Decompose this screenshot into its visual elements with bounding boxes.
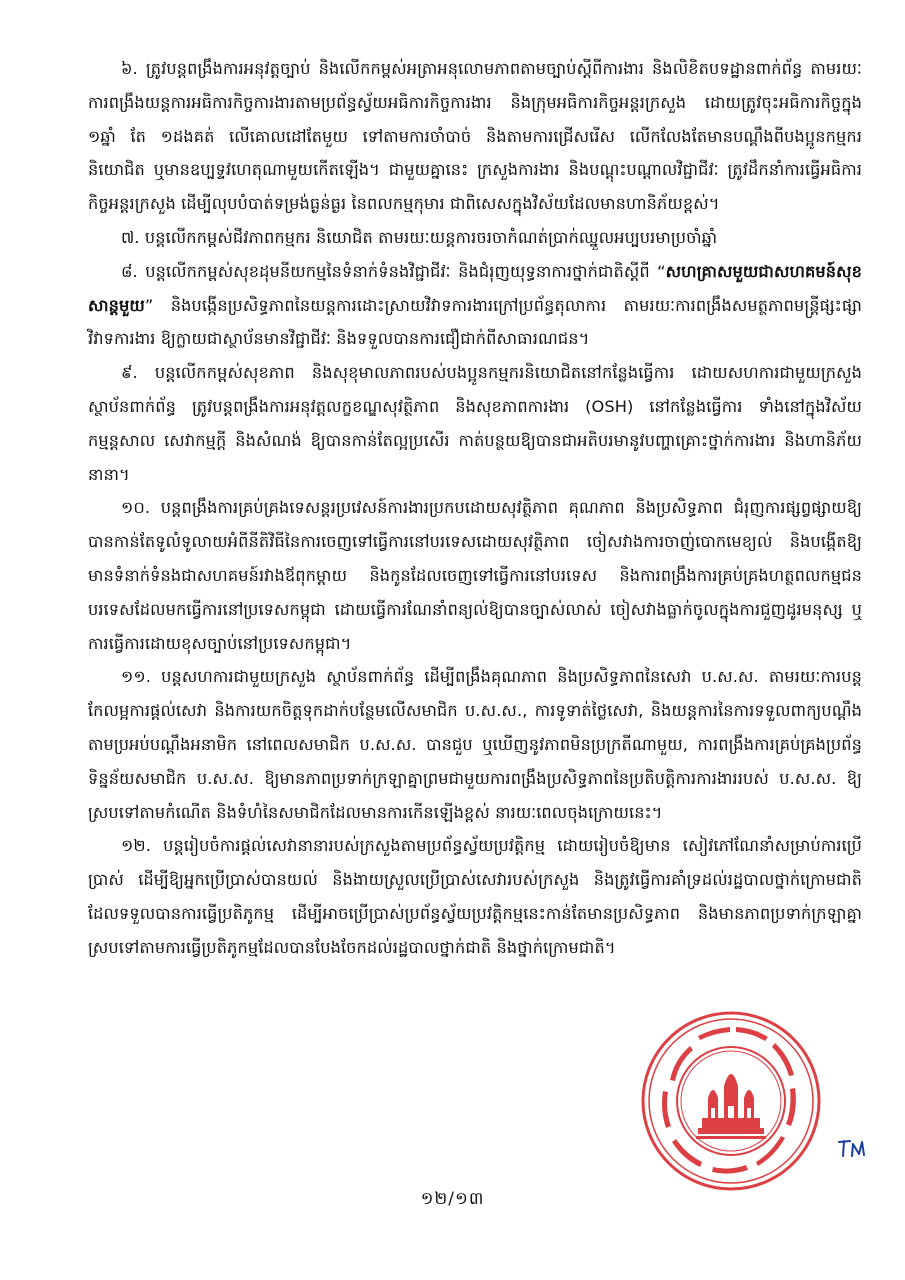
- paragraph-text: ៨. បន្តលើកកម្ពស់សុខដុមនីយកម្មនៃទំនាក់ទំនងវិជ្ជាជីវៈ និងជំរុញយុទ្ធនាការថ្នាក់ជាតិស្ដីពី “: [121, 261, 666, 281]
- paragraph-text: ៧. បន្តលើកកម្ពស់ជីវភាពកម្មករ និយោជិត តាមរយៈយន្តការចរចាកំណត់ប្រាក់ឈ្នួលអប្បបរមាប្រចាំឆ្នាំ: [121, 227, 718, 247]
- paragraph-text: ១០. បន្តពង្រឹងការគ្រប់គ្រងទេសន្តរប្រវេសន៍ការងារប្រកបដោយសុវត្ថិភាព គុណភាព និងប្រសិទ្ធភាព ជំរុញការផ្សព្វផ្សាយឱ្យបានកាន់តែទូលំទូលាយអំពីនីតិវិធីនៃការចេញទៅធ្វើការនៅបរទេសដោយសុវត្ថិភាព ចៀសវាងការចាញ់បោកមេខ្យល់ និងបង្កើតឱ្យមានទំនាក់ទំនងជាសហគមន៍រវាងឪពុកម្ដាយ និងកូនដែលចេញទៅធ្វើការនៅបរទេស និងការពង្រឹងការគ្រប់គ្រងហត្ថពលកម្មជនបរទេសដែលមកធ្វើការនៅប្រទេសកម្ពុជា ដោយធ្វើការណែនាំពន្យល់ឱ្យបានច្បាស់លាស់ ចៀសវាងធ្លាក់ចូលក្នុងការជួញដូរមនុស្ស ឬការធ្វើការដោយខុសច្បាប់នៅប្រទេសកម្ពុជា។: [88, 498, 862, 653]
- angkor-temple-seal-icon: [640, 1010, 822, 1192]
- document-body: [88, 52, 862, 965]
- paragraph-item-10: [88, 491, 862, 660]
- paragraph-item-8: [88, 255, 862, 356]
- paragraph-item-9: [88, 356, 862, 491]
- paragraph-text: ១២. បន្តរៀបចំការផ្ដល់សេវានានារបស់ក្រសួងតាមប្រព័ន្ធស្វ័យប្រវត្តិកម្ម ដោយរៀបចំឱ្យមាន សៀវភៅណែនាំសម្រាប់ការប្រើប្រាស់ ដើម្បីឱ្យអ្នកប្រើប្រាស់បានយល់ និងងាយស្រួលប្រើប្រាស់សេវារបស់ក្រសួង និងត្រូវធ្វើការគាំទ្រដល់រដ្ឋបាលថ្នាក់ក្រោមជាតិ ដែលទទួលបានការធ្វើប្រតិភូកម្ម ដើម្បីអាចប្រើប្រាស់ប្រព័ន្ធស្វ័យប្រវត្តិកម្មនេះកាន់តែមានប្រសិទ្ធភាព និងមានភាពប្រទាក់ក្រឡាគ្នាស្របទៅតាមការធ្វើប្រតិភូកម្មដែលបានបែងចែកដល់រដ្ឋបាលថ្នាក់ជាតិ និងថ្នាក់ក្រោមជាតិ។: [88, 836, 862, 957]
- paragraph-item-7: [88, 221, 862, 255]
- paragraph-item-12: [88, 829, 862, 964]
- paragraph-text: ៦. ត្រូវបន្តពង្រឹងការអនុវត្តច្បាប់ និងលើកកម្ពស់អត្រាអនុលោមភាពតាមច្បាប់ស្ដីពីការងារ និងលិខិតបទដ្ឋានពាក់ព័ន្ធ តាមរយៈការពង្រឹងយន្តការអធិការកិច្ចការងារតាមប្រព័ន្ធស្វ័យអធិការកិច្ចការងារ និងក្រុមអធិការកិច្ចអន្តរក្រសួង ដោយត្រូវចុះអធិការកិច្ចក្នុង ១ឆ្នាំ តែ ១ដងគត់ លើគោលដៅតែមួយ ទៅតាមការចាំបាច់ និងតាមការជ្រើសរើស លើកលែងតែមានបណ្ដឹងពីបងប្អូនកម្មករនិយោជិត ឬមានឧប្បទ្ទវហេតុណាមួយកើតឡើង។ ជាមួយគ្នានេះ ក្រសួងការងារ និងបណ្ដុះបណ្ដាលវិជ្ជាជីវៈ ត្រូវដឹកនាំការធ្វើអធិការកិច្ចអន្តរក្រសួង ដើម្បីលុបបំបាត់ទម្រង់ធ្ងន់ធ្ងរ នៃពលកម្មកុមារ ជាពិសេសក្នុងវិស័យដែលមានហានិភ័យខ្ពស់។: [88, 59, 862, 214]
- paragraph-text: ១១. បន្តសហការជាមួយក្រសួង ស្ថាប័នពាក់ព័ន្ធ ដើម្បីពង្រឹងគុណភាព និងប្រសិទ្ធភាពនៃសេវា ប.ស.ស. តាមរយៈការបន្តកែលម្អការផ្ដល់សេវា និងការយកចិត្តទុកដាក់បន្ថែមលើសមាជិក ប.ស.ស., ការទូទាត់ថ្លៃសេវា, និងយន្តការនៃការទទួលពាក្យបណ្ដឹងតាមប្រអប់បណ្ដឹងអនាមិក នៅពេលសមាជិក ប.ស.ស. បានជួប ឬឃើញនូវភាពមិនប្រក្រតីណាមួយ, ការពង្រឹងការគ្រប់គ្រងប្រព័ន្ធទិន្នន័យសមាជិក ប.ស.ស. ឱ្យមានភាពប្រទាក់ក្រឡាគ្នាព្រមជាមួយការពង្រឹងប្រសិទ្ធភាពនៃប្រតិបត្តិការការងាររបស់ ប.ស.ស. ឱ្យស្របទៅតាមកំណើត និងទំហំនៃសមាជិកដែលមានការកើនឡើងខ្ពស់ នារយៈពេលចុងក្រោយនេះ។: [88, 667, 862, 822]
- paragraph-item-11: [88, 660, 862, 829]
- page-number: ១២/១៣: [420, 1189, 485, 1209]
- campaign-slogan: សហគ្រាសមួយជាសហគមន៍សុខសាន្តមួយ: [88, 261, 862, 315]
- paragraph-text: ” និងបង្កើនប្រសិទ្ធភាពនៃយន្តការដោះស្រាយវិវាទការងារក្រៅប្រព័ន្ធតុលាការ តាមរយៈការពង្រឹងសមត្ថភាពមន្ត្រីផ្សះផ្សាវិវាទការងារ ឱ្យក្លាយជាស្ថាប័នមានវិជ្ជាជីវៈ និងទទួលបានការជឿជាក់ពីសាធារណជន។: [88, 295, 862, 349]
- paragraph-item-6: [88, 52, 862, 221]
- paragraph-text: ៩. បន្តលើកកម្ពស់សុខភាព និងសុខុមាលភាពរបស់បងប្អូនកម្មករនិយោជិតនៅកន្លែងធ្វើការ ដោយសហការជាមួយក្រសួង ស្ថាប័នពាក់ព័ន្ធ ត្រូវបន្តពង្រឹងការអនុវត្តលក្ខខណ្ឌសុវត្ថិភាព និងសុខភាពការងារ (OSH) នៅកន្លែងធ្វើការ ទាំងនៅក្នុងវិស័យកម្មន្តសាល សេវាកម្មក្ដី និងសំណង់ ឱ្យបានកាន់តែល្អប្រសើរ កាត់បន្ថយឱ្យបានជាអតិបរមានូវបញ្ហាគ្រោះថ្នាក់ការងារ និងហានិភ័យនានា។: [88, 363, 862, 484]
- handwritten-initials-icon: [836, 1136, 870, 1162]
